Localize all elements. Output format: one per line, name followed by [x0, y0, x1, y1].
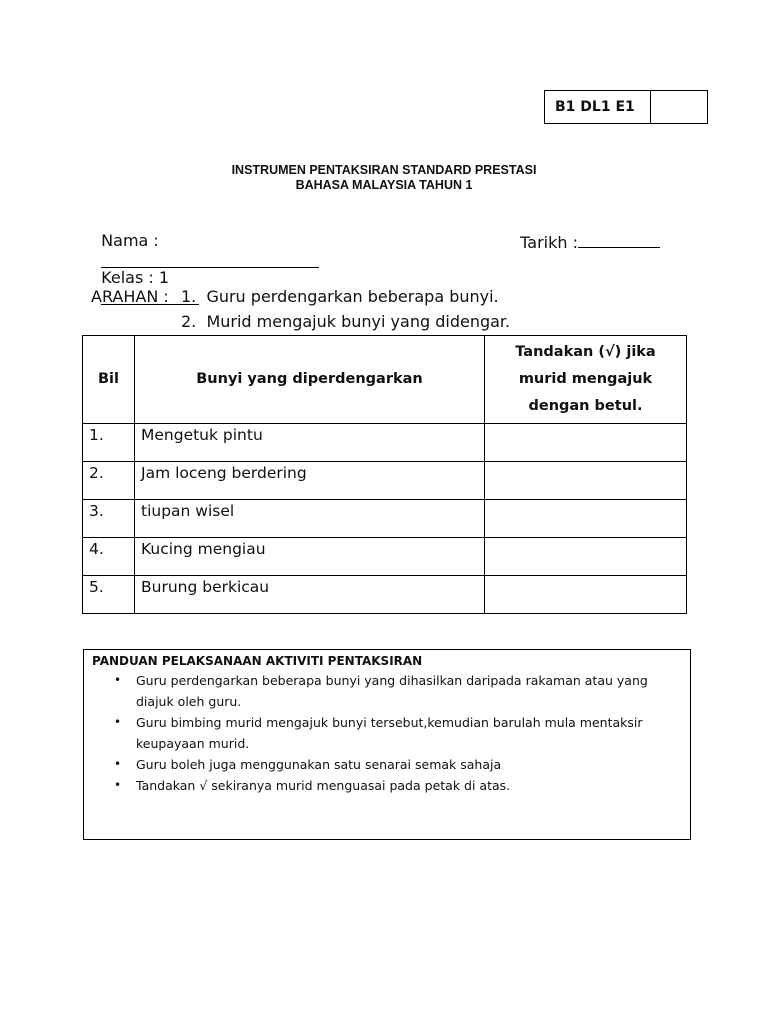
- tarikh-field[interactable]: [578, 231, 660, 248]
- header-tandakan-line2: murid mengajuk: [518, 371, 653, 387]
- tarikh-row: [510, 211, 660, 253]
- row-checkbox[interactable]: [485, 462, 687, 500]
- instruction-2: 2. Murid mengajuk bunyi yang didengar.: [181, 312, 511, 331]
- guide-item: • Guru boleh juga menggunakan satu senarai semak sahaja: [136, 754, 682, 775]
- header-bunyi: Bunyi yang diperdengarkan: [135, 336, 485, 424]
- row-bunyi: Jam loceng berdering: [135, 462, 485, 500]
- table-row: [83, 538, 687, 576]
- code-box: [544, 90, 708, 124]
- table-header-row: [83, 336, 687, 424]
- header-bil: Bil: [83, 336, 135, 424]
- row-checkbox[interactable]: [485, 500, 687, 538]
- row-bil: 3.: [83, 500, 135, 538]
- row-bunyi: tiupan wisel: [135, 500, 485, 538]
- row-bil: 4.: [83, 538, 135, 576]
- tarikh-label: Tarikh :: [520, 233, 579, 252]
- row-bunyi: Burung berkicau: [135, 576, 485, 614]
- row-checkbox[interactable]: [485, 424, 687, 462]
- header-tandakan: [485, 336, 687, 424]
- guide-box: [83, 649, 691, 840]
- header-tandakan-line3: dengan betul.: [528, 398, 643, 414]
- row-checkbox[interactable]: [485, 538, 687, 576]
- code-box-blank: [651, 91, 707, 123]
- nama-label: Nama :: [101, 231, 159, 250]
- header-tandakan-line1: Tandakan (√) jika: [515, 344, 656, 360]
- guide-item: • Guru perdengarkan beberapa bunyi yang dihasilkan daripada rakaman atau yang diajuk oleh guru.: [136, 670, 682, 712]
- row-bunyi: Kucing mengiau: [135, 538, 485, 576]
- table-row: [83, 424, 687, 462]
- guide-title: PANDUAN PELAKSANAAN AKTIVITI PENTAKSIRAN: [92, 654, 423, 668]
- title-line2: BAHASA MALAYSIA TAHUN 1: [295, 178, 473, 192]
- table-row: [83, 462, 687, 500]
- document-code: B1 DL1 E1: [545, 91, 651, 123]
- sound-table: [82, 335, 687, 614]
- guide-item: • Tandakan √ sekiranya murid menguasai pada petak di atas.: [136, 775, 682, 796]
- instruction-1: 1. Guru perdengarkan beberapa bunyi.: [181, 287, 499, 306]
- guide-list: [92, 670, 682, 796]
- row-checkbox[interactable]: [485, 576, 687, 614]
- row-bil: 1.: [83, 424, 135, 462]
- row-bil: 5.: [83, 576, 135, 614]
- row-bunyi: Mengetuk pintu: [135, 424, 485, 462]
- row-bil: 2.: [83, 462, 135, 500]
- table-row: [83, 576, 687, 614]
- title-line1: INSTRUMEN PENTAKSIRAN STANDARD PRESTASI: [231, 163, 537, 177]
- guide-item: • Guru bimbing murid mengajuk bunyi tersebut,kemudian barulah mula mentaksir keupayaan murid.: [136, 712, 682, 754]
- kelas-label: Kelas : 1: [101, 268, 170, 287]
- table-row: [83, 500, 687, 538]
- instructions-label: ARAHAN :: [91, 287, 169, 306]
